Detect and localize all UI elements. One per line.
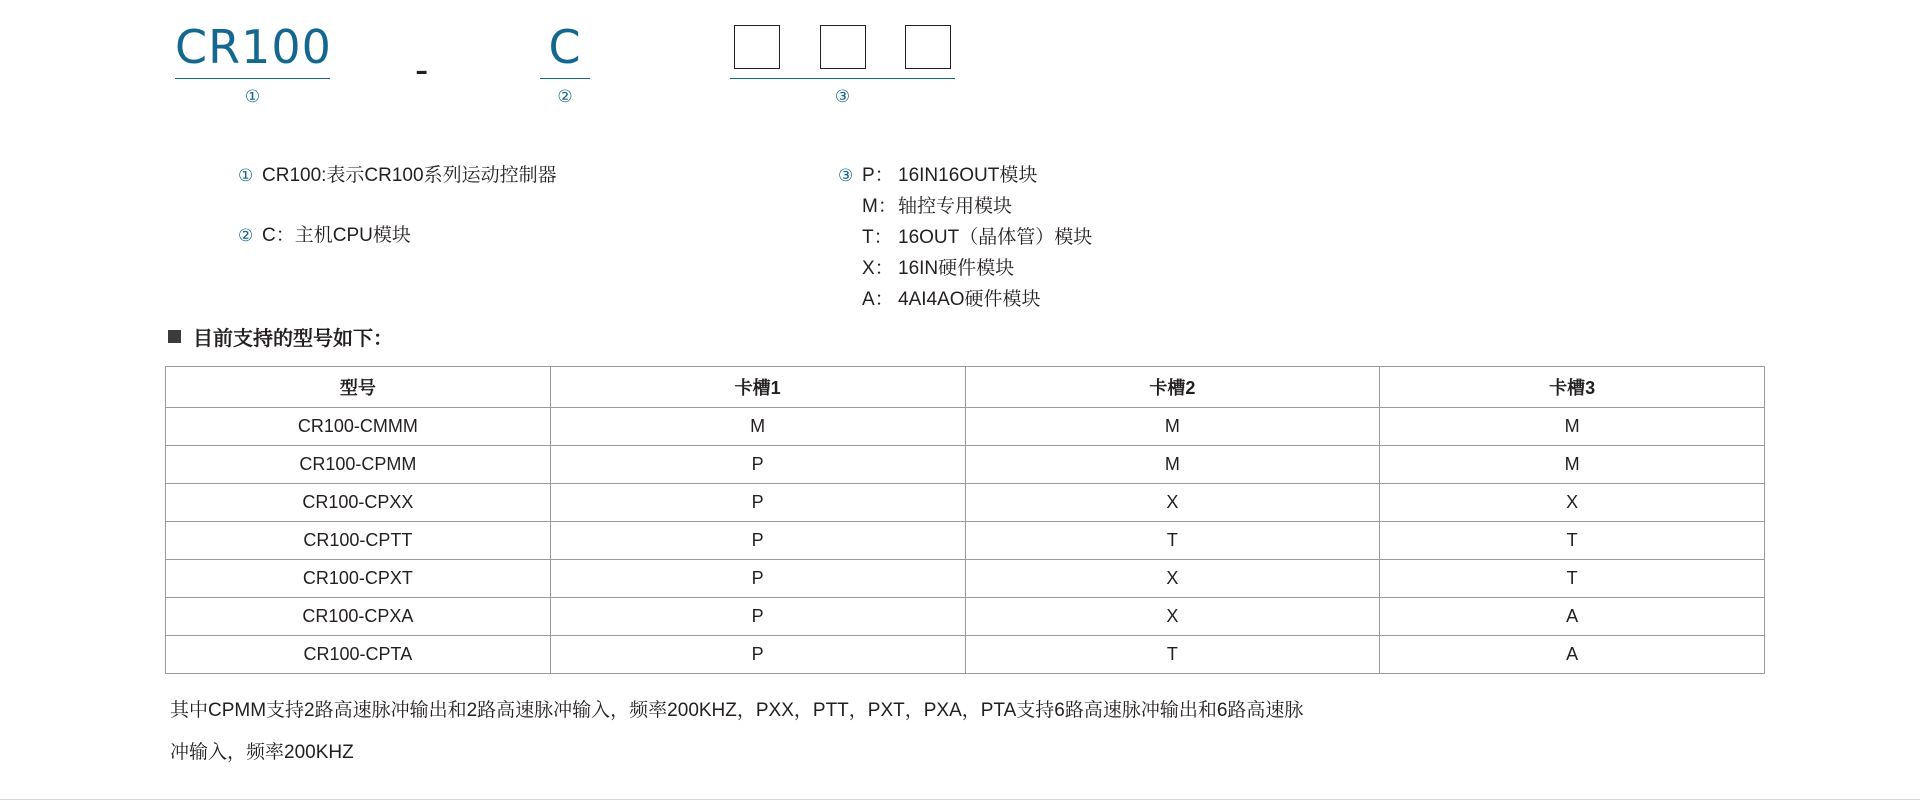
table-header-slot2: 卡槽2: [965, 367, 1380, 408]
cell-slot2: X: [965, 598, 1380, 636]
table-header-slot1: 卡槽1: [550, 367, 965, 408]
table-row: [166, 636, 1765, 674]
table-row: [166, 522, 1765, 560]
table-row: [166, 598, 1765, 636]
cell-model: CR100-CPXA: [166, 598, 551, 636]
table-row: [166, 408, 1765, 446]
table-header-slot3: 卡槽3: [1380, 367, 1765, 408]
footnote: [170, 690, 1750, 774]
naming-part-2-rule: [540, 78, 590, 79]
table-header-row: [166, 367, 1765, 408]
supported-models-table: [165, 366, 1765, 674]
module-option-5-key: A：: [862, 289, 894, 310]
footnote-line-2: 冲输入，频率200KHZ: [170, 742, 354, 763]
naming-part-2: [540, 18, 590, 109]
module-option-4: [862, 253, 1092, 284]
cell-slot3: X: [1380, 484, 1765, 522]
cell-slot1: P: [550, 560, 965, 598]
section-heading: [168, 322, 393, 351]
cell-model: CR100-CPXX: [166, 484, 551, 522]
module-option-1-text: 16IN16OUT模块: [898, 165, 1038, 186]
naming-part-1-text: CR100: [175, 20, 332, 74]
cell-slot3: A: [1380, 636, 1765, 674]
square-bullet-icon: [168, 330, 181, 343]
cell-slot3: M: [1380, 446, 1765, 484]
module-option-5-text: 4AI4AO硬件模块: [898, 289, 1041, 310]
cell-slot1: M: [550, 408, 965, 446]
cell-slot2: M: [965, 446, 1380, 484]
naming-part-3-rule: [730, 78, 955, 79]
legend-item-1: [238, 160, 557, 191]
naming-marker-3: ③: [834, 87, 851, 106]
cell-model: CR100-CMMM: [166, 408, 551, 446]
cell-slot1: P: [550, 598, 965, 636]
module-option-3: [862, 222, 1092, 253]
model-naming-diagram: [0, 18, 1920, 148]
legend-item-3-marker: ③: [838, 166, 854, 185]
legend-right: [838, 160, 1092, 315]
cell-slot2: T: [965, 636, 1380, 674]
module-option-5: [862, 284, 1092, 315]
table-row: [166, 446, 1765, 484]
cell-slot2: T: [965, 522, 1380, 560]
legend-item-2-marker: ②: [238, 226, 254, 245]
table-row: [166, 484, 1765, 522]
naming-marker-1: ①: [244, 87, 261, 106]
cell-slot1: P: [550, 636, 965, 674]
legend-item-1-marker: ①: [238, 166, 254, 185]
cell-model: CR100-CPTA: [166, 636, 551, 674]
cell-slot2: X: [965, 560, 1380, 598]
naming-marker-2: ②: [557, 87, 573, 106]
legend-item-1-text: CR100:表示CR100系列运动控制器: [262, 165, 557, 186]
naming-part-1: [175, 18, 330, 109]
naming-part-3: [730, 18, 955, 109]
cell-slot3: T: [1380, 560, 1765, 598]
module-option-4-key: X：: [862, 258, 894, 279]
table-header-model: 型号: [166, 367, 551, 408]
module-option-2-key: M：: [862, 196, 897, 217]
naming-slot-box-2: [820, 25, 866, 69]
cell-slot3: M: [1380, 408, 1765, 446]
cell-slot1: P: [550, 484, 965, 522]
naming-part-2-text: C: [548, 20, 582, 74]
module-option-2: [862, 191, 1092, 222]
cell-model: CR100-CPXT: [166, 560, 551, 598]
cell-slot2: X: [965, 484, 1380, 522]
footnote-line-1: 其中CPMM支持2路高速脉冲输出和2路高速脉冲输入，频率200KHZ，PXX，PTT，PXT，PXA，PTA支持6路高速脉冲输出和6路高速脉: [170, 700, 1304, 721]
legend-item-2: [238, 220, 557, 251]
module-option-3-key: T：: [862, 227, 893, 248]
legend-left: [238, 160, 557, 251]
cell-slot3: T: [1380, 522, 1765, 560]
cell-slot1: P: [550, 446, 965, 484]
cell-model: CR100-CPTT: [166, 522, 551, 560]
naming-slot-box-1: [734, 25, 780, 69]
naming-part-1-rule: [175, 78, 330, 79]
legend-item-3: [838, 160, 1092, 191]
module-option-1-key: P：: [862, 165, 894, 186]
cell-slot1: P: [550, 522, 965, 560]
naming-slot-box-3: [905, 25, 951, 69]
legend-spacer: [238, 191, 557, 220]
section-heading-label: 目前支持的型号如下：: [193, 328, 393, 350]
cell-slot2: M: [965, 408, 1380, 446]
module-option-4-text: 16IN硬件模块: [898, 258, 1015, 279]
cell-model: CR100-CPMM: [166, 446, 551, 484]
module-option-2-text: 轴控专用模块: [898, 196, 1013, 217]
legend-item-2-text: C：主机CPU模块: [262, 225, 411, 246]
cell-slot3: A: [1380, 598, 1765, 636]
naming-dash: -: [415, 48, 429, 92]
table-row: [166, 560, 1765, 598]
module-option-3-text: 16OUT（晶体管）模块: [898, 227, 1093, 248]
naming-slot-boxes: [730, 18, 955, 76]
